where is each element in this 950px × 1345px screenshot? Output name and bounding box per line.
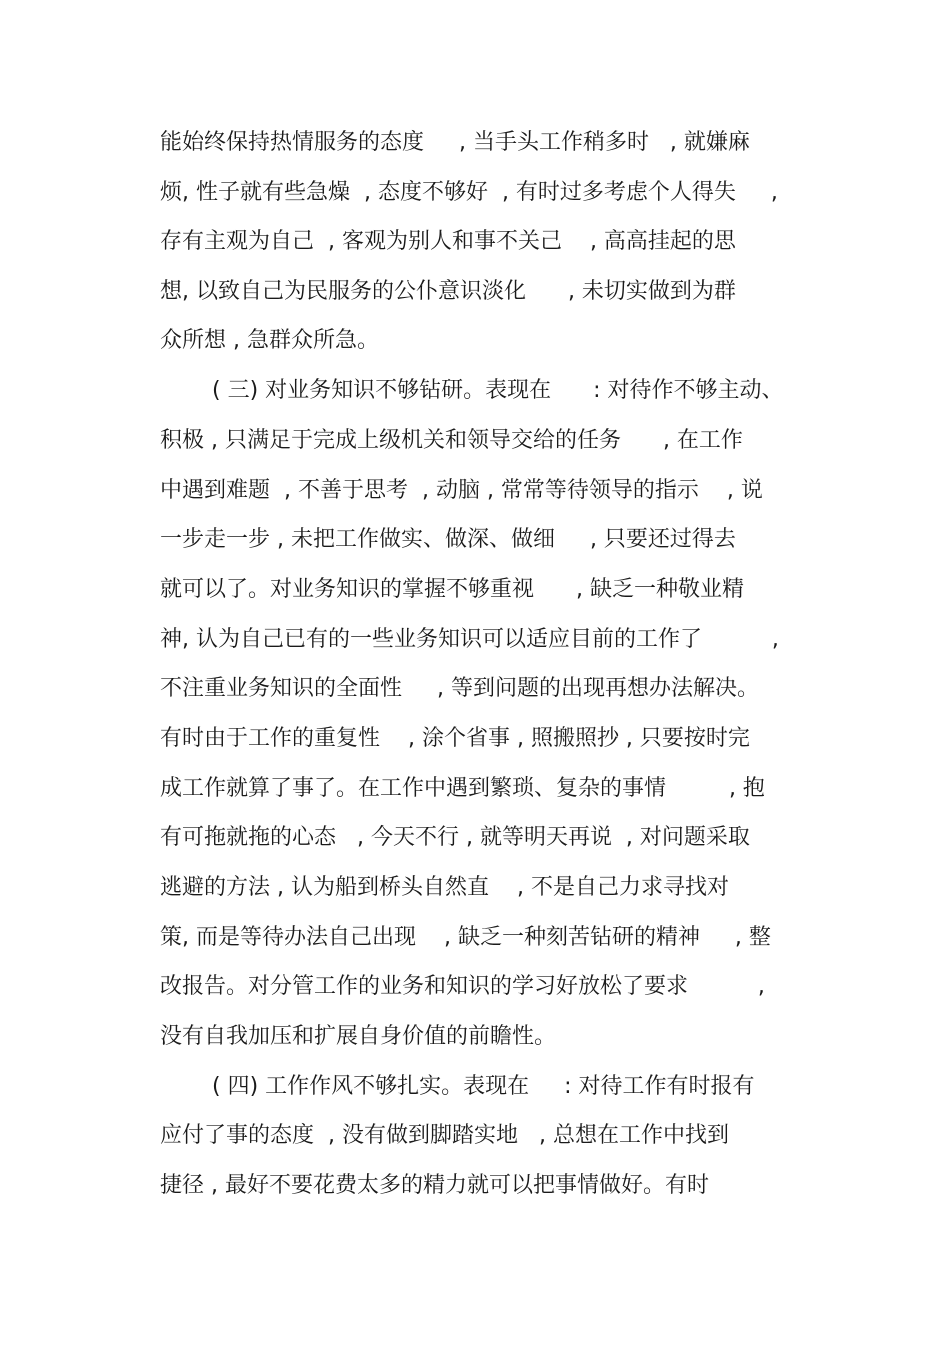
text-line-22: 捷径 , 最好不要花费太多的精力就可以把事情做好。有时 xyxy=(160,1173,709,1198)
text-line-3: 存有主观为自己 , 客观为别人和事不关己 , 高高挂起的思 xyxy=(160,229,736,254)
text-line-21: 应付了事的态度 , 没有做到脚踏实地 , 总想在工作中找到 xyxy=(160,1123,729,1148)
text-line-15: 有可拖就拖的心态 , 今天不行 , 就等明天再说 , 对问题采取 xyxy=(160,825,750,850)
text-line-18: 改报告。对分管工作的业务和知识的学习好放松了要求 , xyxy=(160,974,765,999)
section-heading-3: ( 三) 对业务知识不够钻研。表现在 : 对待作不够主动、 xyxy=(212,378,784,403)
text-line-10: 就可以了。对业务知识的掌握不够重视 , 缺乏一种敬业精 xyxy=(160,577,744,602)
text-line-9: 一步走一步 , 未把工作做实、做深、做细 , 只要还过得去 xyxy=(160,527,736,552)
text-line-1: 能始终保持热情服务的态度 , 当手头工作稍多时 , 就嫌麻 xyxy=(160,130,750,155)
text-line-12: 不注重业务知识的全面性 , 等到问题的出现再想办法解决。 xyxy=(160,676,759,701)
text-line-17: 策, 而是等待办法自己出现 , 缺乏一种刻苦钻研的精神 , 整 xyxy=(160,925,771,950)
text-line-7: 积极 , 只满足于完成上级机关和领导交给的任务 , 在工作 xyxy=(160,428,743,453)
text-line-5: 众所想 , 急群众所急。 xyxy=(160,328,379,353)
text-line-13: 有时由于工作的重复性 , 涂个省事 , 照搬照抄 , 只要按时完 xyxy=(160,726,750,751)
text-line-19: 没有自我加压和扩展自身价值的前瞻性。 xyxy=(160,1024,557,1049)
text-line-8: 中遇到难题 , 不善于思考 , 动脑 , 常常等待领导的指示 , 说 xyxy=(160,478,763,503)
section-heading-4: ( 四) 工作作风不够扎实。表现在 : 对待工作有时报有 xyxy=(212,1074,755,1099)
text-line-16: 逃避的方法 , 认为船到桥头自然直 , 不是自己力求寻找对 xyxy=(160,875,729,900)
text-line-11: 神, 认为自己已有的一些业务知识可以适应目前的工作了 , xyxy=(160,627,779,652)
text-line-4: 想, 以致自己为民服务的公仆意识淡化 , 未切实做到为群 xyxy=(160,279,736,304)
text-line-14: 成工作就算了事了。在工作中遇到繁琐、复杂的事情 , 抱 xyxy=(160,776,765,801)
text-line-2: 烦, 性子就有些急燥 , 态度不够好 , 有时过多考虑个人得失 , xyxy=(160,180,778,205)
